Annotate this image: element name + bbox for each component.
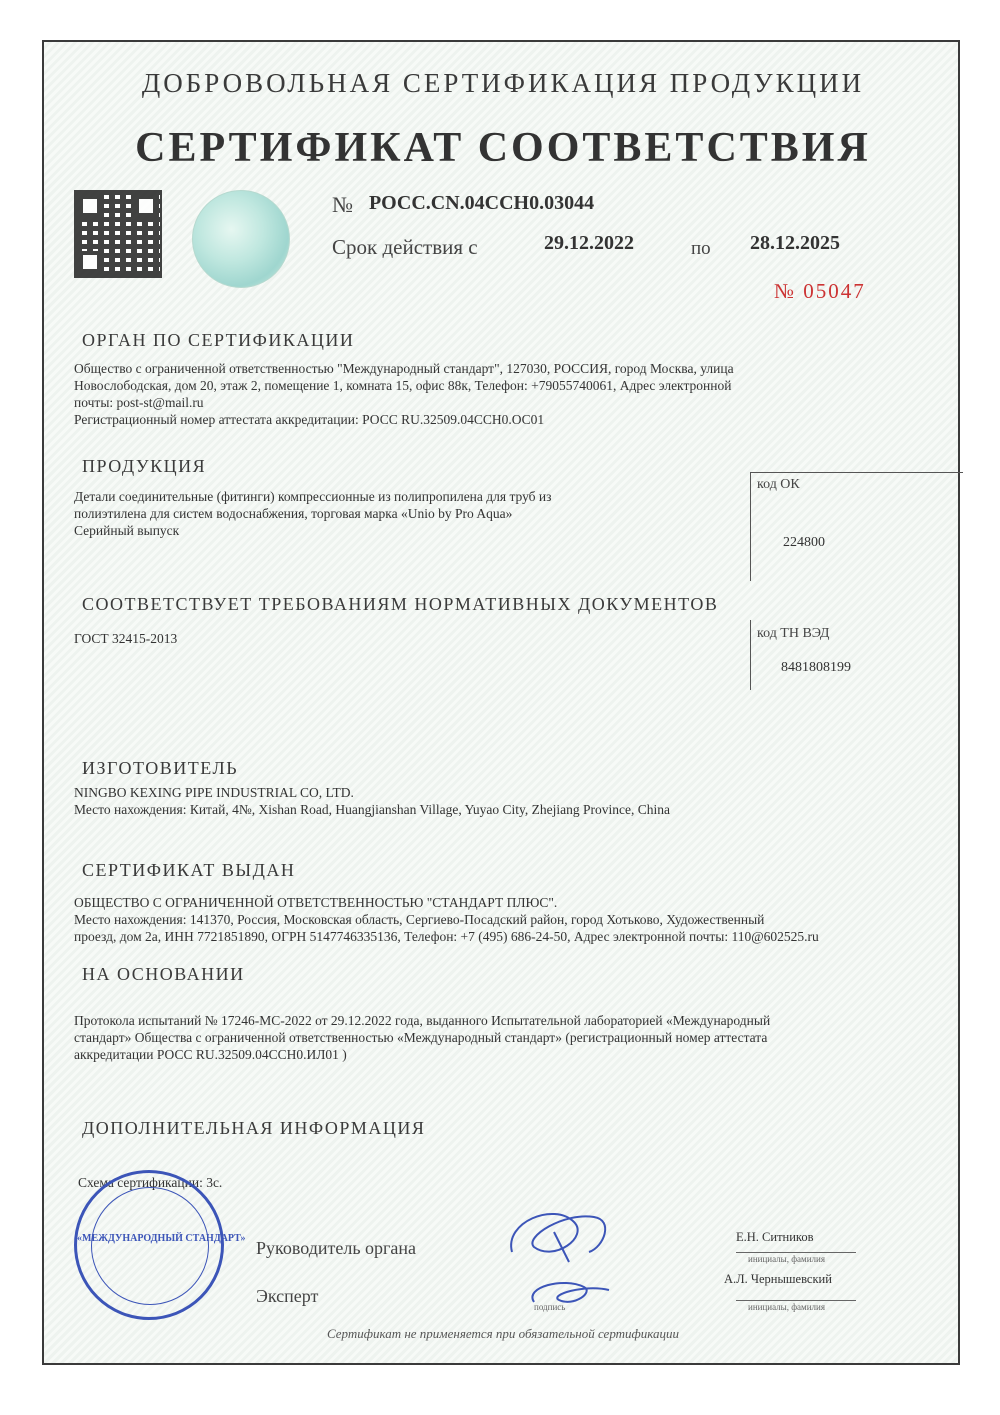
issued-line: ОБЩЕСТВО С ОГРАНИЧЕННОЙ ОТВЕТСТВЕННОСТЬЮ "СТАНДАРТ ПЛЮС". [74, 895, 558, 910]
issued-line: проезд, дом 2а, ИНН 7721851890, ОГРН 5147746335136, Телефон: +7 (495) 686-24-50, Адрес электронной почты: 110@602525.ru [74, 929, 819, 944]
organ-line: Регистрационный номер аттестата аккредитации: РОСС RU.32509.04ССН0.ОС01 [74, 412, 545, 427]
organ-line: Общество с ограниченной ответственностью "Международный стандарт", 127030, РОССИЯ, город Москва, улица [74, 361, 734, 376]
product-line: полиэтилена для систем водоснабжения, торговая марка «Unio by Pro Aqua» [74, 506, 513, 521]
tnved-code-label: код ТН ВЭД [757, 626, 830, 641]
manufacturer-section-title: ИЗГОТОВИТЕЛЬ [82, 758, 239, 778]
manufacturer-text [74, 784, 670, 818]
additional-section-title: ДОПОЛНИТЕЛЬНАЯ ИНФОРМАЦИЯ [82, 1118, 426, 1138]
product-text [74, 488, 551, 539]
signature-caption: подпись [534, 1302, 566, 1312]
product-line: Детали соединительные (фитинги) компрессионные из полипропилена для труб из [74, 489, 552, 504]
expert-name: А.Л. Чернышевский [724, 1272, 832, 1286]
stamp-text: «МЕЖДУНАРОДНЫЙ СТАНДАРТ» [77, 1233, 246, 1244]
qr-code [74, 190, 162, 278]
head-signature-line [736, 1252, 856, 1253]
head-name: Е.Н. Ситников [736, 1230, 814, 1244]
basis-line: стандарт» Общества с ограниченной ответственностью «Международный стандарт» (регистрационный номер аттестата [74, 1030, 768, 1045]
form-serial-number: № 05047 [774, 279, 866, 303]
footer-note: Сертификат не применяется при обязательной сертификации [326, 1326, 680, 1341]
valid-from-date: 29.12.2022 [544, 232, 634, 254]
tnved-code-value: 8481808199 [781, 660, 851, 675]
certificate-number-label: № [332, 192, 353, 217]
certification-scheme: Схема сертификации: 3с. [78, 1175, 223, 1190]
certificate-sheet [42, 40, 960, 1365]
standard-reference: ГОСТ 32415-2013 [74, 631, 178, 646]
organ-line: почты: post-st@mail.ru [74, 395, 204, 410]
ok-code-label: код ОК [757, 477, 800, 492]
head-signature-caption: инициалы, фамилия [748, 1254, 825, 1264]
basis-section-title: НА ОСНОВАНИИ [82, 964, 245, 984]
basis-line: Протокола испытаний № 17246-МС-2022 от 29.12.2022 года, выданного Испытательной лабораторией «Международный [74, 1013, 771, 1028]
tnved-code-box [750, 620, 963, 690]
validity-label: Срок действия с [332, 235, 478, 259]
expert-signature-line [736, 1300, 856, 1301]
expert-signature-caption: инициалы, фамилия [748, 1302, 825, 1312]
stamp-inner-ring [91, 1187, 209, 1305]
head-of-organ-label: Руководитель органа [256, 1238, 417, 1258]
ok-code-box [750, 472, 963, 581]
ok-code-value: 224800 [783, 535, 825, 550]
qr-finder-bottom-left [79, 251, 101, 273]
organ-section-title: ОРГАН ПО СЕРТИФИКАЦИИ [82, 330, 355, 350]
issued-section-title: СЕРТИФИКАТ ВЫДАН [82, 860, 296, 880]
organ-line: Новослободская, дом 20, этаж 2, помещение 1, комната 15, офис 88к, Телефон: +79055740061, Адрес электронной [74, 378, 732, 393]
valid-to-date: 28.12.2025 [750, 232, 840, 254]
valid-to-label: по [691, 238, 711, 259]
manufacturer-line: Место нахождения: Китай, 4№, Xishan Road, Huangjianshan Village, Yuyao City, Zhejiang Province, China [74, 802, 670, 817]
manufacturer-line: NINGBO KEXING PIPE INDUSTRIAL CO, LTD. [74, 785, 354, 800]
organization-stamp [74, 1170, 246, 1320]
certificate-title: СЕРТИФИКАТ СООТВЕТСТВИЯ [135, 125, 871, 171]
basis-text [74, 1012, 770, 1063]
product-section-title: ПРОДУКЦИЯ [82, 456, 207, 476]
basis-line: аккредитации РОСС RU.32509.04ССН0.ИЛ01 ) [74, 1047, 347, 1062]
organ-text [74, 360, 734, 428]
certificate-number: РОСС.CN.04ССН0.03044 [369, 192, 595, 214]
issued-text [74, 894, 819, 945]
qr-finder-top-right [135, 195, 157, 217]
issued-line: Место нахождения: 141370, Россия, Московская область, Сергиево-Посадский район, город Хотьково, Художественный [74, 912, 765, 927]
expert-label: Эксперт [256, 1286, 319, 1306]
qr-finder-top-left [79, 195, 101, 217]
hologram-seal [192, 190, 290, 288]
product-line: Серийный выпуск [74, 523, 180, 538]
voluntary-certification-heading: ДОБРОВОЛЬНАЯ СЕРТИФИКАЦИЯ ПРОДУКЦИИ [141, 68, 865, 98]
compliance-section-title: СООТВЕТСТВУЕТ ТРЕБОВАНИЯМ НОРМАТИВНЫХ ДОКУМЕНТОВ [82, 594, 719, 614]
